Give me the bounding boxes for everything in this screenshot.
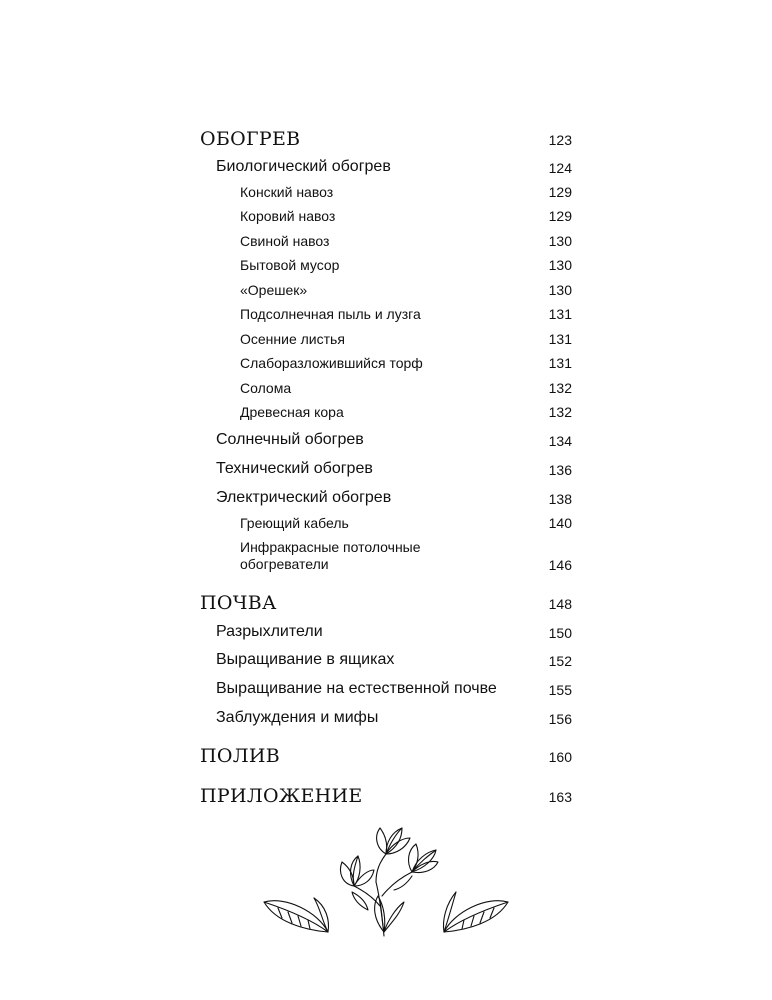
toc-page-number: 129 [548, 184, 572, 200]
toc-chapter-title: ПОЛИВ [200, 745, 281, 767]
left-leaf-icon [264, 898, 328, 932]
toc-subsection-title: Осенние листья [240, 331, 345, 347]
floral-ornament-icon [256, 826, 516, 938]
toc-page-number: 130 [548, 282, 572, 298]
small-leaf-icon [352, 892, 368, 910]
left-flower-icon [341, 856, 375, 886]
toc-page-number: 160 [548, 749, 572, 765]
toc-page-number: 156 [548, 711, 572, 727]
toc-page-number: 132 [548, 380, 572, 396]
top-flower-icon [377, 828, 410, 854]
toc-page-number: 148 [548, 596, 572, 612]
toc-page-number: 152 [548, 653, 572, 669]
toc-page-number: 134 [548, 433, 572, 449]
toc-page-number: 150 [548, 625, 572, 641]
toc-subsection-title: «Орешек» [240, 282, 308, 298]
right-flower-icon [409, 844, 438, 873]
toc-section-title: Технический обогрев [216, 460, 373, 477]
toc-chapter-title: ОБОГРЕВ [200, 128, 301, 150]
toc-page-number: 123 [548, 132, 572, 148]
toc-chapter-title: ПРИЛОЖЕНИЕ [200, 785, 363, 807]
toc-subsection-title: Греющий кабель [240, 515, 349, 531]
toc-subsection-title: Свиной навоз [240, 233, 330, 249]
toc-section-title: Выращивание на естественной почве [216, 680, 497, 697]
toc-subsection-title: Слаборазложившийся торф [240, 355, 423, 371]
flower-stems-icon [354, 854, 412, 936]
toc-page-number: 138 [548, 491, 572, 507]
toc-page-number: 155 [548, 682, 572, 698]
toc-section-title: Выращивание в ящиках [216, 651, 395, 668]
right-leaf-icon [444, 892, 509, 932]
toc-section-title: Солнечный обогрев [216, 431, 364, 448]
toc-subsection-title: Коровий навоз [240, 208, 336, 224]
toc-subsection-title: Конский навоз [240, 184, 334, 200]
toc-page-number: 131 [548, 355, 572, 371]
toc-subsection-title: Инфракрасные потолочные обогреватели [240, 539, 421, 572]
toc-page-number: 140 [548, 515, 572, 531]
toc-section-title: Электрический обогрев [216, 489, 392, 506]
toc-page-number: 163 [548, 789, 572, 805]
toc-page-number: 129 [548, 208, 572, 224]
toc-page-number: 136 [548, 462, 572, 478]
toc-page-number: 130 [548, 233, 572, 249]
toc-page-number: 131 [548, 331, 572, 347]
toc-page-number: 132 [548, 404, 572, 420]
toc-subsection-title: Бытовой мусор [240, 257, 340, 273]
toc-subsection-title: Древесная кора [240, 404, 344, 420]
toc-page-number: 130 [548, 257, 572, 273]
toc-section-title: Биологический обогрев [216, 158, 391, 175]
toc-subsection-title: Подсолнечная пыль и лузга [240, 306, 421, 322]
toc-page-number: 146 [548, 557, 572, 573]
toc-page-number: 124 [548, 160, 572, 176]
toc-subsection-title: Солома [240, 380, 292, 396]
toc-chapter-title: ПОЧВА [200, 592, 277, 614]
toc-page-number: 131 [548, 306, 572, 322]
toc-section-title: Разрыхлители [216, 623, 323, 640]
toc-section-title: Заблуждения и мифы [216, 709, 379, 726]
small-stem-icon [394, 876, 412, 890]
